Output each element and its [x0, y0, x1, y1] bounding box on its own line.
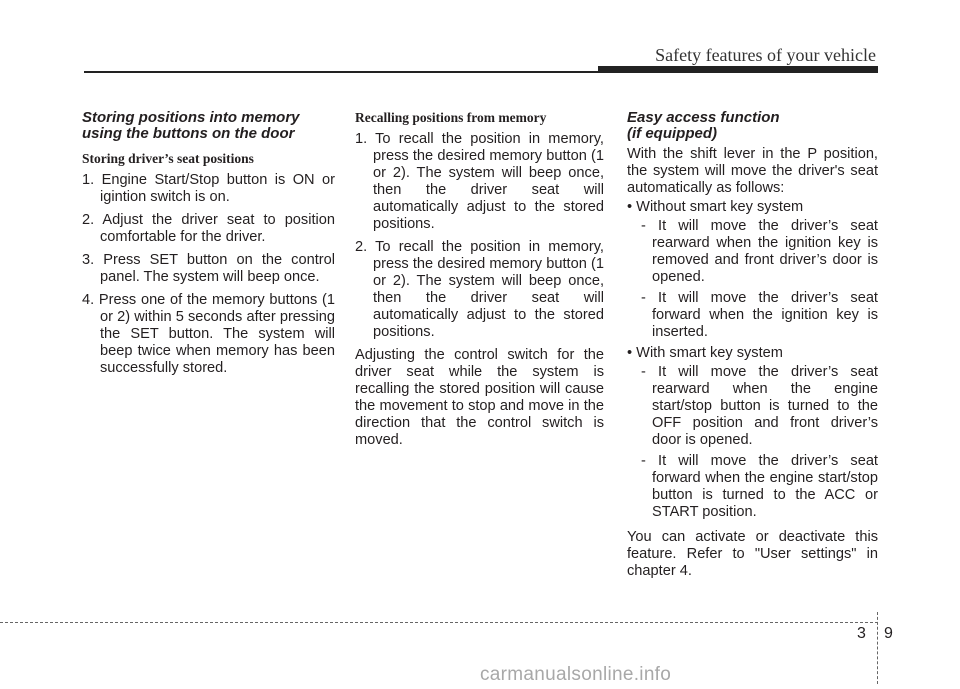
list-item: - It will move the driver’s seat forward when the ignition key is inserted. — [641, 290, 878, 340]
page-number: 9 — [884, 625, 893, 642]
bullet-with-smart-key: • With smart key system — [627, 345, 783, 361]
heading-easy-access-sub: (if equipped) — [627, 125, 717, 142]
column-storing — [82, 110, 335, 383]
heading-storing-positions: Storing positions into memory using the buttons on the door — [82, 109, 300, 142]
list-item: 3. Press SET button on the control panel. The system will beep once. — [82, 252, 335, 285]
chapter-number: 3 — [857, 625, 866, 642]
settings-note-paragraph: You can activate or deactivate this feature. Refer to "User settings" in chapter 4. — [627, 529, 878, 579]
list-item: 2. To recall the position in memory, press the desired memory button (1 or 2). The system will beep once, then the driver seat will automatically adjust to the stored positions. — [355, 239, 604, 340]
watermark-text: carmanualsonline.info — [480, 664, 672, 685]
footer-dashed-line — [0, 622, 878, 623]
list-item: 1. Engine Start/Stop button is ON or igintion switch is on. — [82, 172, 335, 205]
list-item: 4. Press one of the memory buttons (1 or 2) within 5 seconds after pressing the SET button. The system will beep twice when memory has been successfully stored. — [82, 292, 335, 376]
column-recalling — [355, 110, 604, 449]
heading-recalling-positions: Recalling positions from memory — [355, 110, 547, 125]
header-rule-accent — [598, 66, 878, 73]
list-item: - It will move the driver’s seat forward when the engine start/stop button is turned to the ACC or START position. — [641, 453, 878, 520]
subheading-storing-driver-seat: Storing driver’s seat positions — [82, 151, 254, 166]
heading-easy-access-title: Easy access function — [627, 109, 780, 126]
list-item: 1. To recall the position in memory, press the desired memory button (1 or 2). The system will beep once, then the driver seat will automatically adjust to the stored positions. — [355, 131, 604, 232]
column-easy-access — [627, 110, 878, 580]
bullet-without-smart-key: • Without smart key system — [627, 199, 804, 215]
footer-page-divider — [877, 612, 878, 684]
list-item: - It will move the driver’s seat rearward when the ignition key is removed and front driver’s door is opened. — [641, 218, 878, 285]
recall-note-paragraph: Adjusting the control switch for the driver seat while the system is recalling the stored position will cause the movement to stop and move in the direction that the control switch is moved. — [355, 347, 604, 448]
list-item: - It will move the driver’s seat rearward when the engine start/stop button is turned to the OFF position and front driver’s door is opened. — [641, 364, 878, 448]
intro-paragraph: With the shift lever in the P position, the system will move the driver's seat automatically as follows: — [627, 146, 878, 196]
section-header-title: Safety features of your vehicle — [655, 45, 876, 65]
heading-easy-access — [627, 110, 878, 142]
list-item: 2. Adjust the driver seat to position comfortable for the driver. — [82, 212, 335, 245]
